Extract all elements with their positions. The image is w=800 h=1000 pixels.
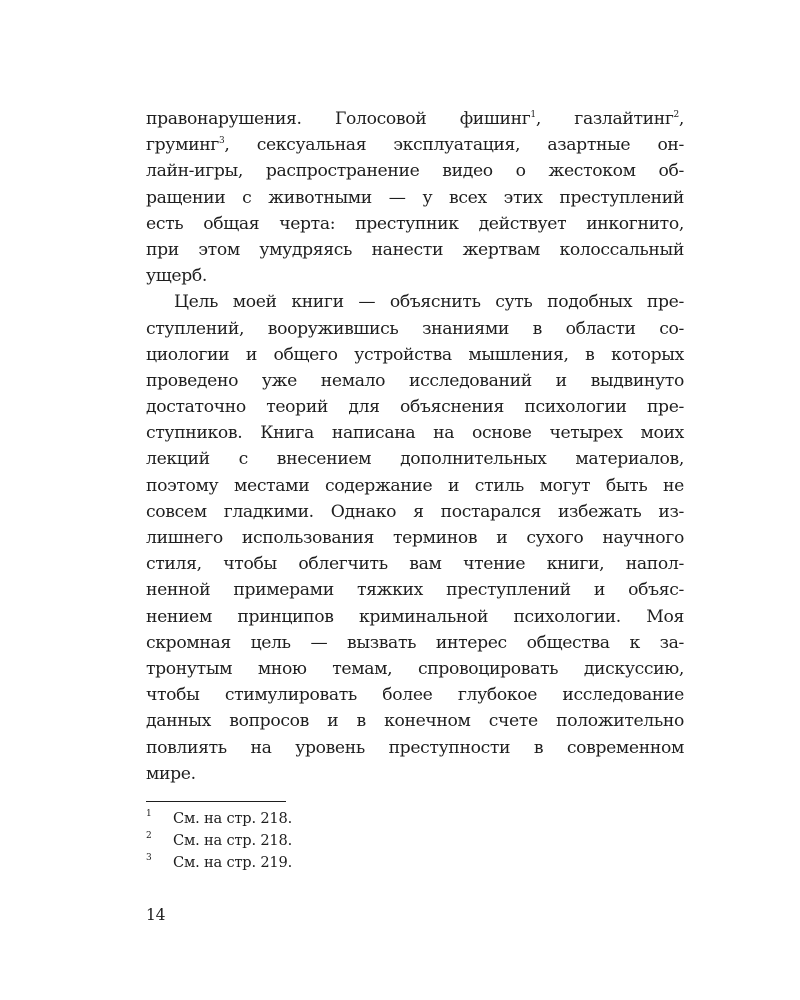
word: со-	[659, 318, 684, 339]
word: черта:	[279, 213, 336, 234]
word: и	[327, 711, 339, 732]
text-line	[146, 708, 684, 734]
word: объяснения	[400, 397, 504, 418]
word: лайн-игры,	[146, 161, 243, 182]
word: преступник	[355, 213, 459, 234]
word: мною	[257, 658, 307, 679]
text-line	[146, 577, 684, 603]
page-number: 14	[146, 906, 166, 924]
footnote-text: См. на стр. 218.	[173, 832, 293, 849]
word: газлайтинг$^2$,	[574, 109, 684, 129]
word: быть	[605, 475, 648, 496]
word: видео	[442, 161, 493, 182]
word: и	[555, 370, 567, 391]
word: выдвинуто	[590, 370, 684, 391]
word: распространение	[265, 161, 420, 182]
word: и	[496, 528, 508, 548]
word: мышления,	[468, 344, 569, 365]
word: нением	[146, 606, 212, 627]
word: об-	[658, 161, 684, 182]
word: инкогнито,	[586, 213, 684, 234]
word: азартные	[547, 135, 631, 156]
word: достаточно	[146, 397, 246, 418]
word: и	[593, 580, 605, 601]
word: области	[565, 318, 636, 339]
text-line	[146, 211, 684, 237]
text-line	[146, 394, 684, 420]
word: немало	[320, 370, 386, 391]
word: дополнительных	[400, 449, 547, 470]
word: дискуссию,	[583, 658, 684, 679]
word: которых	[611, 344, 684, 365]
word: общества	[526, 632, 610, 653]
word: ненной	[146, 580, 211, 601]
word: основе	[472, 423, 532, 444]
word: книги,	[546, 554, 605, 575]
word: стиль	[474, 475, 524, 496]
word: с	[238, 449, 248, 470]
word: положительно	[556, 711, 684, 732]
word: психологии	[524, 397, 627, 418]
word: моих	[640, 423, 684, 444]
text-line	[146, 106, 684, 132]
word: проведено	[146, 370, 239, 391]
text-line	[146, 368, 684, 394]
text-line	[146, 132, 684, 158]
footnote-ref: 2	[673, 110, 679, 120]
word: облегчить	[298, 554, 388, 575]
word: внесением	[276, 449, 372, 470]
word: современном	[566, 737, 684, 758]
word: сексуальная	[256, 135, 367, 156]
word: моей	[232, 292, 277, 313]
word: четырех	[549, 423, 623, 444]
word: лекций	[146, 449, 210, 470]
word: действует	[478, 213, 567, 234]
word: принципов	[237, 606, 334, 627]
word: для	[348, 397, 380, 418]
text-line	[146, 289, 684, 315]
word: животными	[268, 187, 372, 208]
footnote-number: 3	[146, 853, 152, 863]
word: я	[413, 501, 424, 522]
word: —	[358, 292, 376, 313]
word: умудряясь	[259, 239, 353, 260]
word: повлиять	[146, 737, 227, 758]
word: вызвать	[347, 632, 417, 653]
main-text	[146, 106, 684, 787]
word: Моя	[646, 606, 684, 627]
footnote-ref: 1	[530, 110, 536, 120]
word: гладкими.	[223, 501, 314, 522]
word: в	[356, 711, 366, 732]
word: более	[382, 685, 433, 706]
text-line	[146, 735, 684, 761]
word: в	[533, 737, 544, 758]
footnote-ref: 3	[218, 136, 225, 147]
word: исследований	[409, 370, 532, 391]
word: объяснить	[389, 292, 481, 313]
word: темам,	[332, 658, 393, 679]
word: эксплуатация,	[393, 135, 521, 156]
word: счете	[488, 711, 538, 732]
word: из-	[658, 501, 684, 522]
word: груминг$^3$,	[146, 135, 230, 156]
word: вам	[409, 554, 442, 575]
word: в	[532, 318, 542, 339]
word: криминальной	[358, 606, 489, 627]
footnotes	[146, 808, 292, 874]
footnote-item	[146, 830, 292, 852]
footnote-number: 1	[146, 809, 152, 819]
word: избежать	[557, 501, 642, 522]
word: —	[388, 187, 406, 208]
word: теорий	[266, 397, 329, 418]
word: фишинг$^1$,	[459, 109, 541, 129]
text-line	[146, 656, 684, 682]
word: —	[310, 632, 328, 653]
text-line	[146, 263, 684, 289]
word: стиля,	[146, 554, 202, 575]
word: жертвам	[462, 239, 540, 260]
footnote-item	[146, 808, 292, 830]
word: тронутым	[146, 658, 233, 679]
word: цель	[250, 632, 291, 653]
word: книги	[291, 292, 344, 313]
word: нанести	[371, 239, 444, 260]
text-line	[146, 761, 684, 787]
word: правонарушения.	[146, 109, 302, 129]
word: ущерб.	[146, 266, 207, 287]
word: постарался	[440, 501, 541, 522]
word: этих	[503, 187, 543, 208]
word: преступлений	[446, 580, 571, 601]
footnote-number: 2	[146, 831, 152, 841]
word: Однако	[330, 501, 397, 522]
word: общего	[273, 344, 338, 365]
text-line	[146, 604, 684, 630]
word: конечном	[384, 711, 471, 732]
word: чтение	[463, 554, 526, 575]
word: колоссальный	[559, 239, 684, 260]
word: подобных	[547, 292, 633, 313]
word: ращении	[146, 187, 226, 208]
word: на	[433, 423, 455, 444]
word: научного	[602, 528, 684, 548]
text-line	[146, 342, 684, 368]
word: у	[422, 187, 433, 208]
word: объяс-	[628, 580, 684, 601]
word: есть	[146, 213, 184, 234]
footnote-text: См. на стр. 218.	[173, 810, 293, 827]
word: Голосовой	[335, 109, 427, 129]
word: интерес	[435, 632, 507, 653]
word: на	[250, 737, 272, 758]
word: стимулировать	[224, 685, 357, 706]
word: спровоцировать	[417, 658, 559, 679]
word: пре-	[646, 292, 684, 313]
text-line	[146, 630, 684, 656]
word: при	[146, 239, 179, 260]
word: общая	[203, 213, 260, 234]
word: ступников.	[146, 423, 243, 444]
word: преступности	[388, 737, 511, 758]
footnote-item	[146, 852, 292, 874]
word: преступлений	[559, 187, 684, 208]
word: терминов	[392, 528, 478, 548]
word: Книга	[260, 423, 314, 444]
word: устройства	[354, 344, 452, 365]
word: Цель	[174, 292, 219, 313]
footnote-separator	[146, 801, 286, 802]
word: уже	[261, 370, 297, 391]
word: пре-	[646, 397, 684, 418]
word: с	[242, 187, 252, 208]
word: совсем	[146, 501, 207, 522]
word: тяжких	[356, 580, 423, 601]
word: скромная	[146, 632, 231, 653]
word: чтобы	[223, 554, 277, 575]
word: чтобы	[146, 685, 200, 706]
text-line	[146, 420, 684, 446]
text-line	[146, 525, 684, 551]
text-line	[146, 499, 684, 525]
word: о	[515, 161, 526, 182]
word: психологии.	[513, 606, 621, 627]
word: знаниями	[422, 318, 509, 339]
word: этом	[198, 239, 240, 260]
word: данных	[146, 711, 212, 732]
text-line	[146, 682, 684, 708]
word: глубокое	[457, 685, 538, 706]
word: исследование	[562, 685, 684, 706]
word: и	[448, 475, 460, 496]
word: материалов,	[575, 449, 684, 470]
word: он-	[657, 135, 684, 156]
word: сухого	[526, 528, 584, 548]
word: содержание	[324, 475, 433, 496]
word: не	[663, 475, 684, 496]
word: вопросов	[229, 711, 309, 732]
word: написана	[331, 423, 416, 444]
word: могут	[539, 475, 591, 496]
word: суть	[495, 292, 533, 313]
text-line	[146, 158, 684, 184]
word: примерами	[233, 580, 334, 601]
text-line	[146, 446, 684, 472]
word: ступлений,	[146, 318, 245, 339]
text-line	[146, 551, 684, 577]
word: и	[245, 344, 257, 365]
word: напол-	[625, 554, 684, 575]
word: поэтому	[146, 475, 219, 496]
word: местами	[234, 475, 310, 496]
text-line	[146, 316, 684, 342]
word: мире.	[146, 763, 196, 784]
word: уровень	[295, 737, 365, 758]
word: использования	[241, 528, 374, 548]
word: всех	[449, 187, 487, 208]
text-line	[146, 185, 684, 211]
text-line	[146, 473, 684, 499]
word: за-	[659, 632, 684, 653]
footnote-text: См. на стр. 219.	[173, 854, 293, 871]
word: в	[585, 344, 595, 365]
word: к	[629, 632, 640, 653]
text-line	[146, 237, 684, 263]
word: лишнего	[146, 528, 223, 548]
word: вооружившись	[267, 318, 399, 339]
word: жестоком	[548, 161, 636, 182]
word: циологии	[146, 344, 230, 365]
